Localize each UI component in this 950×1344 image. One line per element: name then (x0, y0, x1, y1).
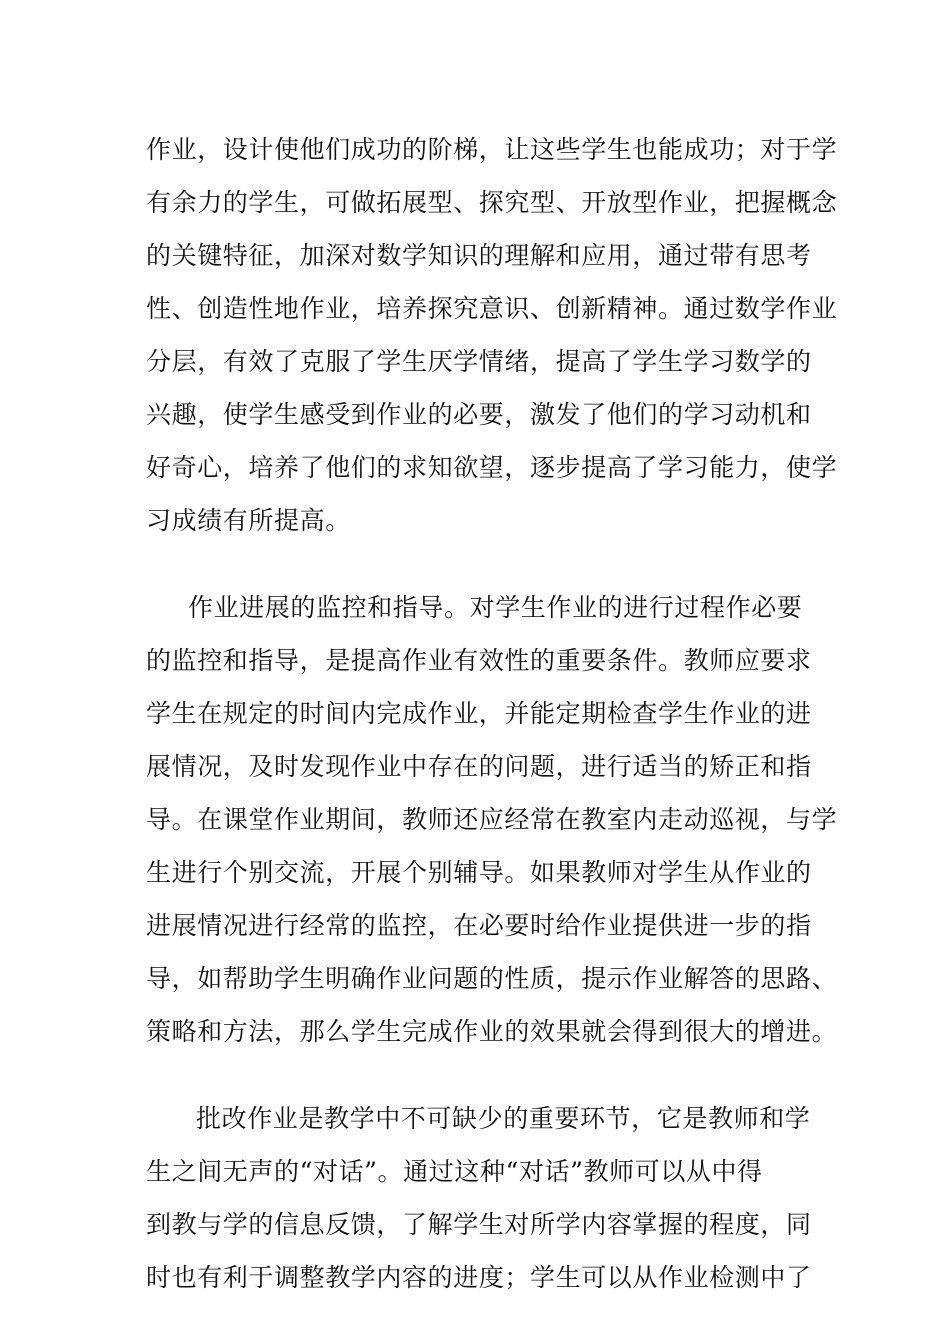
text-line: 习成绩有所提高。 (146, 506, 351, 535)
text-line: 导，如帮助学生明确作业问题的性质，提示作业解答的思路、 (146, 964, 838, 993)
text-line: 策略和方法，那么学生完成作业的效果就会得到很大的增进。 (146, 1017, 838, 1046)
paragraph-homework-monitoring (146, 581, 838, 1058)
text-line: 导。在课堂作业期间，教师还应经常在教室内走动巡视，与学 (146, 805, 838, 834)
text-line: 作业进展的监控和指导。对学生作业的进行过程作必要 (188, 593, 803, 622)
paragraph-layered-homework (146, 123, 838, 547)
text-line: 时也有利于调整教学内容的进度；学生可以从作业检测中了 (146, 1263, 812, 1292)
text-line: 分层，有效了克服了学生厌学情绪，提高了学生学习数学的 (146, 347, 812, 376)
paragraph-spacer (146, 1058, 826, 1092)
text-line: 性、创造性地作业，培养探究意识、创新精神。通过数学作业 (146, 294, 838, 323)
paragraph-spacer (146, 547, 826, 581)
text-line: 展情况，及时发现作业中存在的问题，进行适当的矫正和指 (146, 752, 812, 781)
text-line: 到教与学的信息反馈，了解学生对所学内容掌握的程度，同 (146, 1210, 812, 1239)
paragraph-homework-correction (146, 1092, 826, 1304)
document-body (146, 123, 838, 1304)
text-line: 好奇心，培养了他们的求知欲望，逐步提高了学习能力，使学 (146, 453, 838, 482)
text-line: 进展情况进行经常的监控，在必要时给作业提供进一步的指 (146, 911, 812, 940)
text-line: 兴趣，使学生感受到作业的必要，激发了他们的学习动机和 (146, 400, 812, 429)
text-line: 作业，设计使他们成功的阶梯，让这些学生也能成功；对于学 (146, 135, 838, 164)
text-line: 有余力的学生，可做拓展型、探究型、开放型作业，把握概念 (146, 188, 838, 217)
text-line: 生之间无声的“对话”。通过这种“对话”教师可以从中得 (146, 1157, 763, 1186)
text-line: 的监控和指导，是提高作业有效性的重要条件。教师应要求 (146, 646, 812, 675)
text-line: 批改作业是教学中不可缺少的重要环节，它是教师和学 (196, 1104, 811, 1133)
text-line: 学生在规定的时间内完成作业，并能定期检查学生作业的进 (146, 699, 812, 728)
text-line: 的关键特征，加深对数学知识的理解和应用，通过带有思考 (146, 241, 812, 270)
text-line: 生进行个别交流，开展个别辅导。如果教师对学生从作业的 (146, 858, 812, 887)
